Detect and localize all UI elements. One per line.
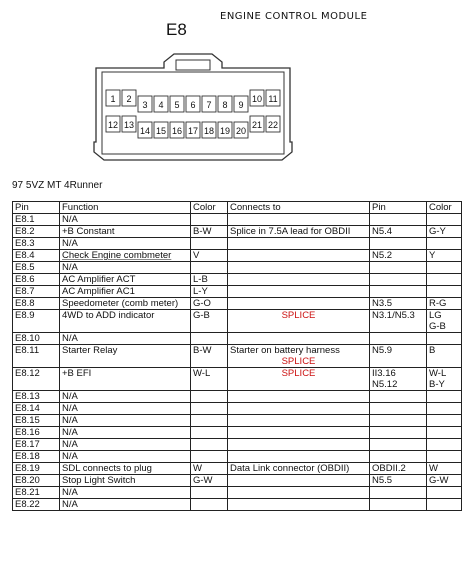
cell-color2 xyxy=(427,214,462,226)
table-row xyxy=(13,391,462,403)
cell-color2-line: G-B xyxy=(429,321,446,332)
cell-function: N/A xyxy=(60,451,191,463)
connector-pin-label: 8 xyxy=(222,100,228,110)
cell-color xyxy=(191,333,228,345)
cell-function: N/A xyxy=(60,333,191,345)
cell-pin2: N3.5 xyxy=(370,298,427,310)
cell-pin: E8.5 xyxy=(13,262,60,274)
cell-pin2 xyxy=(370,451,427,463)
table-row xyxy=(13,487,462,499)
cell-color: W xyxy=(191,463,228,475)
header-connects-to: Connects to xyxy=(228,202,370,214)
cell-color2 xyxy=(427,274,462,286)
cell-color2 xyxy=(427,451,462,463)
connector-pin-label: 12 xyxy=(107,120,119,130)
table-row xyxy=(13,415,462,427)
table-row xyxy=(13,439,462,451)
cell-function: +B Constant xyxy=(60,226,191,238)
cell-pin2 xyxy=(370,238,427,250)
cell-pin: E8.11 xyxy=(13,345,60,368)
table-row xyxy=(13,286,462,298)
cell-color: G-B xyxy=(191,310,228,333)
table-row xyxy=(13,310,462,333)
cell-function: SDL connects to plug xyxy=(60,463,191,475)
cell-pin2: N5.2 xyxy=(370,250,427,262)
cell-color: G-W xyxy=(191,475,228,487)
cell-function: AC Amplifier ACT xyxy=(60,274,191,286)
cell-connects xyxy=(228,345,370,368)
cell-color xyxy=(191,262,228,274)
table-header-row xyxy=(13,202,462,214)
header-function: Function xyxy=(60,202,191,214)
cell-pin: E8.1 xyxy=(13,214,60,226)
cell-color: W-L xyxy=(191,368,228,391)
cell-connects xyxy=(228,286,370,298)
table-row xyxy=(13,298,462,310)
cell-function: Check Engine combmeter xyxy=(60,250,191,262)
cell-pin2: OBDII.2 xyxy=(370,463,427,475)
cell-function: N/A xyxy=(60,487,191,499)
cell-color2 xyxy=(427,391,462,403)
table-row xyxy=(13,451,462,463)
cell-color xyxy=(191,451,228,463)
cell-function: 4WD to ADD indicator xyxy=(60,310,191,333)
cell-function: N/A xyxy=(60,427,191,439)
cell-connects-line: Starter on battery harness xyxy=(230,345,340,356)
cell-color xyxy=(191,403,228,415)
cell-color xyxy=(191,439,228,451)
cell-connects xyxy=(228,262,370,274)
cell-pin: E8.16 xyxy=(13,427,60,439)
cell-connects xyxy=(228,427,370,439)
cell-pin: E8.4 xyxy=(13,250,60,262)
table-row xyxy=(13,345,462,368)
cell-color2 xyxy=(427,286,462,298)
cell-pin: E8.13 xyxy=(13,391,60,403)
module-title: ENGINE CONTROL MODULE xyxy=(220,11,368,22)
cell-color2: B xyxy=(427,345,462,368)
cell-color: L-B xyxy=(191,274,228,286)
cell-connects xyxy=(228,238,370,250)
cell-color2: W xyxy=(427,463,462,475)
cell-color: B-W xyxy=(191,345,228,368)
cell-function: N/A xyxy=(60,415,191,427)
cell-color2-line: W-L xyxy=(429,368,447,379)
cell-connects xyxy=(228,439,370,451)
cell-color: L-Y xyxy=(191,286,228,298)
connector-pin-label: 20 xyxy=(235,126,247,136)
cell-pin: E8.9 xyxy=(13,310,60,333)
cell-connects xyxy=(228,214,370,226)
cell-pin: E8.21 xyxy=(13,487,60,499)
table-row xyxy=(13,238,462,250)
cell-pin2 xyxy=(370,415,427,427)
cell-function: N/A xyxy=(60,391,191,403)
table-row xyxy=(13,475,462,487)
connector-pin-label: 9 xyxy=(238,100,244,110)
cell-pin2 xyxy=(370,286,427,298)
cell-color xyxy=(191,214,228,226)
cell-connects xyxy=(228,298,370,310)
cell-connects xyxy=(228,391,370,403)
table-row xyxy=(13,368,462,391)
cell-color2 xyxy=(427,310,462,333)
cell-function: N/A xyxy=(60,439,191,451)
connector-pin-label: 11 xyxy=(268,94,278,104)
table-row xyxy=(13,333,462,345)
cell-pin2 xyxy=(370,487,427,499)
cell-connects xyxy=(228,475,370,487)
cell-pin: E8.6 xyxy=(13,274,60,286)
connector-pin-label: 19 xyxy=(219,126,231,136)
cell-pin2 xyxy=(370,274,427,286)
cell-color2 xyxy=(427,487,462,499)
cell-pin2: N5.4 xyxy=(370,226,427,238)
cell-connects xyxy=(228,274,370,286)
cell-pin2-line: II3.16 xyxy=(372,368,396,379)
cell-color2 xyxy=(427,238,462,250)
cell-connects xyxy=(228,499,370,511)
table-row xyxy=(13,214,462,226)
cell-pin2 xyxy=(370,499,427,511)
cell-pin2 xyxy=(370,368,427,391)
cell-color2 xyxy=(427,262,462,274)
cell-pin2: N5.5 xyxy=(370,475,427,487)
cell-connects: Data Link connector (OBDII) xyxy=(228,463,370,475)
table-row xyxy=(13,262,462,274)
pinout-table xyxy=(12,201,462,511)
cell-color2: G-W xyxy=(427,475,462,487)
cell-color2-line: B-Y xyxy=(429,379,445,390)
cell-color: B-W xyxy=(191,226,228,238)
cell-connects xyxy=(228,487,370,499)
connector-pin-label: 1 xyxy=(110,94,116,104)
cell-connects xyxy=(228,333,370,345)
table-row xyxy=(13,274,462,286)
cell-function: +B EFI xyxy=(60,368,191,391)
connector-pin-label: 15 xyxy=(155,126,167,136)
cell-function: Stop Light Switch xyxy=(60,475,191,487)
cell-color xyxy=(191,499,228,511)
cell-color2 xyxy=(427,368,462,391)
cell-color2 xyxy=(427,415,462,427)
cell-connects: SPLICE xyxy=(228,368,370,391)
cell-color2 xyxy=(427,403,462,415)
cell-pin: E8.15 xyxy=(13,415,60,427)
cell-color xyxy=(191,427,228,439)
cell-pin2 xyxy=(370,262,427,274)
connector-pin-label: 4 xyxy=(158,100,164,110)
cell-pin: E8.12 xyxy=(13,368,60,391)
header-pin: Pin xyxy=(13,202,60,214)
cell-pin: E8.18 xyxy=(13,451,60,463)
cell-color xyxy=(191,391,228,403)
connector-pin-label: 2 xyxy=(126,94,132,104)
cell-color2 xyxy=(427,333,462,345)
cell-connects: Splice in 7.5A lead for OBDII xyxy=(228,226,370,238)
cell-connects xyxy=(228,403,370,415)
header-color: Color xyxy=(191,202,228,214)
cell-function: N/A xyxy=(60,262,191,274)
connector-pin-label: 18 xyxy=(203,126,215,136)
cell-pin2-line: N5.12 xyxy=(372,379,398,390)
connector-pin-label: 17 xyxy=(187,126,199,136)
cell-pin2 xyxy=(370,391,427,403)
cell-function: Starter Relay xyxy=(60,345,191,368)
cell-connects: SPLICE xyxy=(228,310,370,333)
cell-color2: R-G xyxy=(427,298,462,310)
cell-pin: E8.22 xyxy=(13,499,60,511)
cell-color2-line: LG xyxy=(429,310,442,321)
cell-pin2 xyxy=(370,427,427,439)
connector-code: E8 xyxy=(166,20,187,39)
cell-pin2 xyxy=(370,439,427,451)
cell-function: N/A xyxy=(60,214,191,226)
connector-diagram xyxy=(90,50,296,162)
cell-color2 xyxy=(427,499,462,511)
cell-color2: G-Y xyxy=(427,226,462,238)
vehicle-subtitle: 97 5VZ MT 4Runner xyxy=(12,180,103,191)
cell-connects xyxy=(228,415,370,427)
connector-pin-label: 22 xyxy=(267,120,279,130)
connector-pin-label: 6 xyxy=(190,100,196,110)
table-row xyxy=(13,499,462,511)
cell-pin: E8.20 xyxy=(13,475,60,487)
cell-color xyxy=(191,415,228,427)
cell-function: Speedometer (comb meter) xyxy=(60,298,191,310)
cell-pin2: N5.9 xyxy=(370,345,427,368)
cell-color2 xyxy=(427,427,462,439)
cell-function: N/A xyxy=(60,499,191,511)
cell-color: V xyxy=(191,250,228,262)
cell-pin: E8.7 xyxy=(13,286,60,298)
connector-pin-label: 14 xyxy=(139,126,151,136)
cell-color xyxy=(191,238,228,250)
table-row xyxy=(13,403,462,415)
table-row xyxy=(13,463,462,475)
connector-pin-label: 13 xyxy=(123,120,135,130)
connector-pin-label: 21 xyxy=(251,120,263,130)
cell-function: N/A xyxy=(60,403,191,415)
table-row xyxy=(13,427,462,439)
cell-pin2 xyxy=(370,214,427,226)
cell-pin2 xyxy=(370,403,427,415)
cell-pin: E8.10 xyxy=(13,333,60,345)
cell-color: G-O xyxy=(191,298,228,310)
cell-color2 xyxy=(427,439,462,451)
table-row xyxy=(13,250,462,262)
cell-color2: Y xyxy=(427,250,462,262)
cell-pin2 xyxy=(370,333,427,345)
cell-pin: E8.2 xyxy=(13,226,60,238)
cell-pin: E8.17 xyxy=(13,439,60,451)
connector-pin-label: 10 xyxy=(251,94,263,104)
connector-pin-label: 5 xyxy=(174,100,180,110)
header-color2: Color xyxy=(427,202,462,214)
cell-pin2: N3.1/N5.3 xyxy=(370,310,427,333)
cell-pin: E8.19 xyxy=(13,463,60,475)
header-pin2: Pin xyxy=(370,202,427,214)
connector-pin-label: 7 xyxy=(206,100,212,110)
cell-function: AC Amplifier AC1 xyxy=(60,286,191,298)
table-row xyxy=(13,226,462,238)
cell-color xyxy=(191,487,228,499)
connector-pin-label: 16 xyxy=(171,126,183,136)
connector-pin-label: 3 xyxy=(142,100,148,110)
splice-label: SPLICE xyxy=(281,356,316,367)
cell-connects xyxy=(228,451,370,463)
cell-pin: E8.14 xyxy=(13,403,60,415)
cell-connects xyxy=(228,250,370,262)
cell-function: N/A xyxy=(60,238,191,250)
cell-pin: E8.3 xyxy=(13,238,60,250)
cell-pin: E8.8 xyxy=(13,298,60,310)
